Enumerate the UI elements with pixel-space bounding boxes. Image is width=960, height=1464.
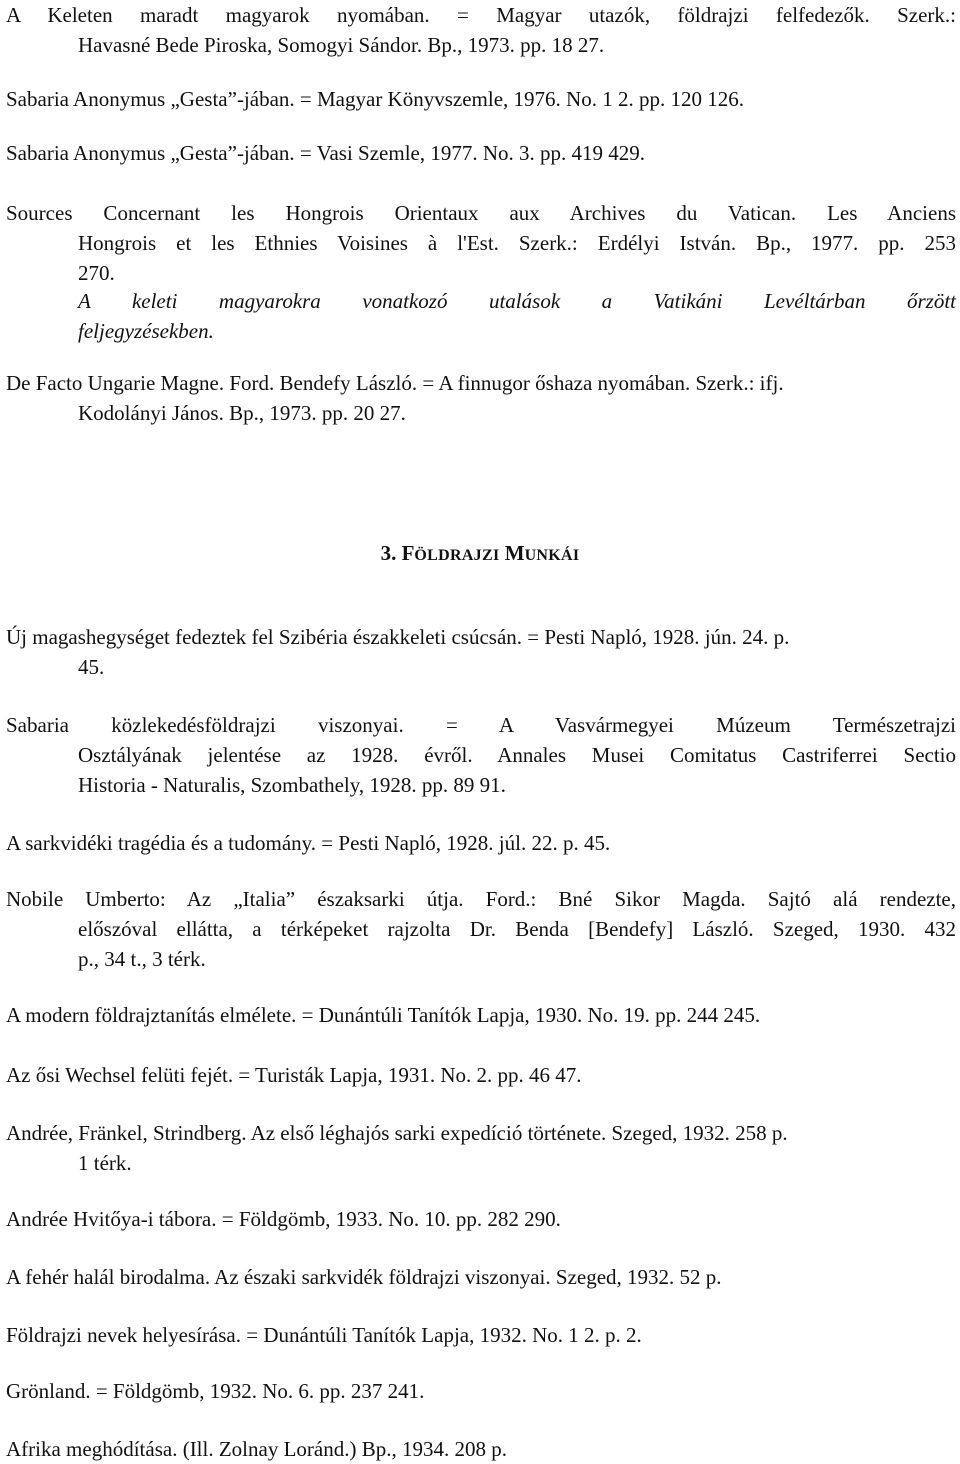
bib-entry-line: Sabaria Anonymus „Gesta”-jában. = Magyar Könyvszemle, 1976. No. 1 2. pp. 120 126. <box>6 87 744 111</box>
bib-entry-18 <box>6 1434 956 1464</box>
bib-entry-13 <box>6 1118 956 1178</box>
bib-entry-line: Andrée Hvitőya-i tábora. = Földgömb, 1933. No. 10. pp. 282 290. <box>6 1207 561 1231</box>
bib-entry-10 <box>6 884 956 974</box>
bib-entry-15 <box>6 1262 956 1292</box>
bib-entry-line: A Keleten maradt magyarok nyomában. = Magyar utazók, földrajzi felfedezők. Szerk.: <box>6 3 956 27</box>
bib-entry-line: p., 34 t., 3 térk. <box>78 947 206 971</box>
bib-entry-1 <box>6 0 956 60</box>
section-number: 3. <box>380 541 397 565</box>
section-heading <box>0 538 960 571</box>
bib-entry-11 <box>6 1000 956 1030</box>
bib-entry-line: Földrajzi nevek helyesírása. = Dunántúli Tanítók Lapja, 1932. No. 1 2. p. 2. <box>6 1323 642 1347</box>
bib-entry-line: A sarkvidéki tragédia és a tudomány. = Pesti Napló, 1928. júl. 22. p. 45. <box>6 831 611 855</box>
bib-entry-14 <box>6 1204 956 1234</box>
bib-entry-line: Az ősi Wechsel felüti fejét. = Turisták Lapja, 1931. No. 2. pp. 46 47. <box>6 1063 582 1087</box>
bib-entry-line: feljegyzésekben. <box>78 319 214 343</box>
section-title-smallcaps: UNKÁI <box>524 547 580 564</box>
bib-entry-4 <box>6 198 956 288</box>
section-title-initial: F <box>401 541 415 565</box>
bib-entry-line: 1 térk. <box>78 1151 132 1175</box>
bib-entry-line: A modern földrajztanítás elmélete. = Dunántúli Tanítók Lapja, 1930. No. 19. pp. 244 245. <box>6 1003 761 1027</box>
bib-entry-line: Nobile Umberto: Az „Italia” északsarki útja. Ford.: Bné Sikor Magda. Sajtó alá rendezte, <box>6 887 956 911</box>
bib-entry-12 <box>6 1060 956 1090</box>
section-title-word1 <box>402 541 500 565</box>
bib-entry-line: előszóval ellátta, a térképeket rajzolta Dr. Benda [Bendefy] László. Szeged, 1930. 432 <box>78 917 956 941</box>
bib-entry-line: Kodolányi János. Bp., 1973. pp. 20 27. <box>78 401 406 425</box>
bib-entry-3 <box>6 138 956 168</box>
bib-entry-line: A keleti magyarokra vonatkozó utalások a Vatikáni Levéltárban őrzött <box>78 289 956 313</box>
bib-entry-line: Sources Concernant les Hongrois Orientaux aux Archives du Vatican. Les Anciens <box>6 201 956 225</box>
section-title-initial: M <box>504 541 525 565</box>
bib-entry-line: Osztályának jelentése az 1928. évről. Annales Musei Comitatus Castriferrei Sectio <box>78 743 956 767</box>
bib-entry-line: Havasné Bede Piroska, Somogyi Sándor. Bp., 1973. pp. 18 27. <box>78 33 605 57</box>
bib-entry-16 <box>6 1320 956 1350</box>
bib-entry-17 <box>6 1376 956 1406</box>
section-title-word2 <box>505 541 580 565</box>
bib-entry-5 <box>6 286 956 346</box>
bib-entry-line: De Facto Ungarie Magne. Ford. Bendefy László. = A finnugor őshaza nyomában. Szerk.: ifj. <box>6 371 784 395</box>
bib-entry-line: Sabaria Anonymus „Gesta”-jában. = Vasi Szemle, 1977. No. 3. pp. 419 429. <box>6 141 646 165</box>
bib-entry-line: Hongrois et les Ethnies Voisines à l'Est. Szerk.: Erdélyi István. Bp., 1977. pp. 253 <box>78 231 956 255</box>
bib-entry-line: Grönland. = Földgömb, 1932. No. 6. pp. 237 241. <box>6 1379 425 1403</box>
bib-entry-6 <box>6 368 956 428</box>
bib-entry-line: Afrika meghódítása. (Ill. Zolnay Loránd.) Bp., 1934. 208 p. <box>6 1437 507 1461</box>
bib-entry-line: Historia - Naturalis, Szombathely, 1928. pp. 89 91. <box>78 773 506 797</box>
bib-entry-line: A fehér halál birodalma. Az északi sarkvidék földrajzi viszonyai. Szeged, 1932. 52 p. <box>6 1265 722 1289</box>
bib-entry-line: 270. <box>78 261 115 285</box>
bib-entry-9 <box>6 828 956 858</box>
bib-entry-8 <box>6 710 956 800</box>
bib-entry-line: Sabaria közlekedésföldrajzi viszonyai. = A Vasvármegyei Múzeum Természetrajzi <box>6 713 956 737</box>
bib-entry-line: 45. <box>78 655 105 679</box>
bib-entry-line: Új magashegységet fedeztek fel Szibéria északkeleti csúcsán. = Pesti Napló, 1928. jún. 24. p. <box>6 625 790 649</box>
section-title-smallcaps: ÖLDRAJZI <box>414 547 500 564</box>
bib-entry-line: Andrée, Fränkel, Strindberg. Az első léghajós sarki expedíció története. Szeged, 1932. 258 p. <box>6 1121 788 1145</box>
bib-entry-2 <box>6 84 956 114</box>
bib-entry-7 <box>6 622 956 682</box>
